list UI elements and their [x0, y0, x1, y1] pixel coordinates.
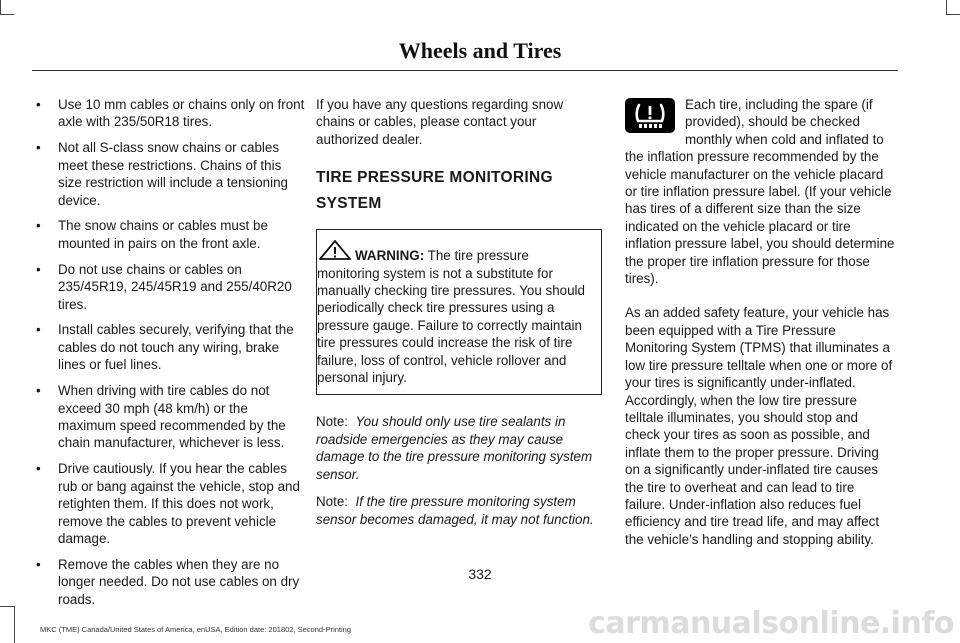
bullet-icon: •: [36, 97, 41, 112]
warning-text: The tire pressure monitoring system is not a substitute for manually checking tire pressures. You should periodically check tire pressures using a pressure gauge. Failure to correctly maintain tire pressures could increase the risk of tire failure, loss of control, vehicle rollover and personal injury.: [317, 248, 585, 386]
crop-mark: [0, 14, 14, 15]
dealer-contact-paragraph: If you have any questions regarding snow chains or cables, please contact your authorized dealer.: [316, 97, 564, 147]
page-title: Wheels and Tires: [398, 38, 562, 63]
bullet-icon: •: [36, 140, 41, 156]
crop-mark: [946, 14, 960, 15]
tpms-telltale-icon: [625, 98, 675, 133]
crop-mark: [14, 606, 15, 643]
note-sensor: Note: If the tire pressure monitoring system sensor becomes damaged, it may not function.: [316, 494, 594, 527]
list-item: • Do not use chains or cables on 235/45R19, 245/45R19 and 255/40R20 tires.: [36, 261, 292, 312]
bullet-icon: •: [36, 261, 41, 277]
warning-triangle-icon: [317, 240, 353, 260]
list-item: • Drive cautiously. If you hear the cables rub or bang against the vehicle, stop and retighten them. If this does not work, remove the cables to prevent vehicle damage.: [36, 461, 300, 546]
list-item: • Remove the cables when they are no longer needed. Do not use cables on dry roads.: [36, 556, 300, 607]
note-sealant: Note: You should only use tire sealants in roadside emergencies as they may cause damage to the tire pressure monitoring system sensor.: [316, 414, 593, 482]
bullet-icon: •: [36, 461, 41, 477]
bullet-icon: •: [36, 556, 41, 572]
bullet-icon: •: [36, 383, 41, 399]
column-left: [34, 96, 306, 617]
page-number: 332: [468, 566, 492, 582]
crop-mark: [0, 606, 14, 607]
section-heading: TIRE PRESSURE MONITORING SYSTEM: [316, 169, 553, 213]
tpms-description-paragraph: As an added safety feature, your vehicle has been equipped with a Tire Pressure Monitoring System (TPMS) that illuminates a low tire pressure telltale when one or more of your tires is significantly under-inflated. Accordingly, when the low tire pressure telltale illuminates, you should stop and check your tires as soon as possible, and inflate them to the proper pressure. Driving on a significantly under-inflated tire causes the tire to overheat and can lead to tire failure. Under-inflation also reduces fuel efficiency and tire tread life, and may affect the vehicle’s handling and stopping ability.: [625, 305, 893, 547]
crop-mark: [946, 0, 947, 14]
tire-check-paragraph: Each tire, including the spare (if provided), should be checked monthly when cold and inflated to the inflation pressure recommended by the vehicle manufacturer on the vehicle placard or tire inflation pressure label. (If your vehicle has tires of a different size than the size indicated on the vehicle placard or tire inflation pressure label, you should determine the proper tire inflation pressure for those tires).: [625, 97, 895, 287]
list-item: • Install cables securely, verifying that the cables do not touch any wiring, brake lines or fuel lines.: [36, 322, 294, 373]
column-middle: [316, 96, 602, 538]
bullet-icon: •: [36, 218, 41, 234]
crop-mark: [0, 0, 1, 14]
watermark: carmanualsonline.info: [588, 606, 954, 641]
list-item: • The snow chains or cables must be mounted in pairs on the front axle.: [36, 218, 268, 251]
warning-label: WARNING:: [355, 248, 425, 264]
list-item: • Not all S-class snow chains or cables meet these restrictions. Chains of this size restriction will include a tensioning device.: [36, 140, 288, 208]
list-item: • When driving with tire cables do not exceed 30 mph (48 km/h) or the maximum speed recommended by the chain manufacturer, whichever is less.: [36, 383, 286, 451]
footer-edition-info: MKC (TME) Canada/United States of America, enUSA, Edition date: 201802, Second-Printing: [40, 625, 351, 634]
list-item: • Use 10 mm cables or chains only on front axle with 235/50R18 tires.: [36, 97, 305, 130]
bullet-icon: •: [36, 322, 41, 338]
column-right: [625, 96, 895, 565]
warning-box: [316, 229, 602, 395]
header-rule: [32, 70, 898, 71]
snow-chain-list: [34, 96, 306, 608]
